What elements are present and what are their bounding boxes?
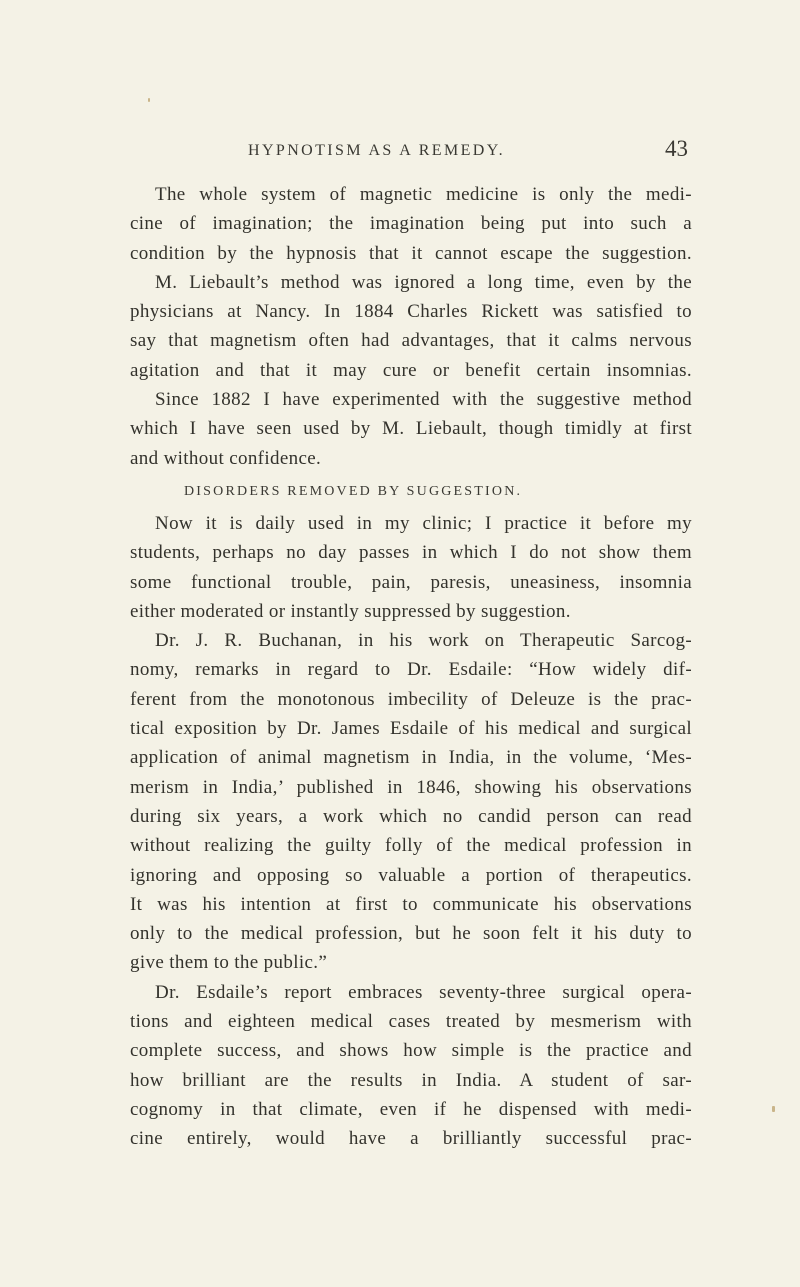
text-line: Since 1882 I have experimented with the suggestive method: [155, 389, 692, 411]
section-heading: DISORDERS REMOVED BY SUGGESTION.: [184, 483, 523, 499]
text-line: only to the medical profession, but he soon felt it his duty to: [130, 923, 692, 945]
text-line: complete success, and shows how simple is the practice and: [130, 1040, 692, 1062]
text-line: which I have seen used by M. Liebault, though timidly at first: [130, 418, 692, 440]
text-line: say that magnetism often had advantages, that it calms nervous: [130, 330, 692, 352]
text-line: ignoring and opposing so valuable a portion of therapeutics.: [130, 864, 692, 886]
text-line: Now it is daily used in my clinic; I practice it before my: [155, 512, 692, 534]
paragraph-2: [130, 509, 692, 626]
text-line: and without confidence.: [130, 447, 322, 469]
text-line: how brilliant are the results in India. A student of sar-: [130, 1069, 692, 1091]
text-line: ferent from the monotonous imbecility of Deleuze is the prac-: [130, 688, 692, 710]
page-number: 43: [665, 136, 688, 161]
text-line: cine of imagination; the imagination being put into such a: [130, 213, 692, 235]
paragraph-1: [130, 180, 692, 473]
text-line: application of animal magnetism in India, in the volume, ‘Mes-: [130, 747, 692, 769]
paper-speck: [148, 98, 150, 102]
text-line: Dr. Esdaile’s report embraces seventy-three surgical opera-: [155, 981, 692, 1003]
text-line: physicians at Nancy. In 1884 Charles Rickett was satisfied to: [130, 301, 692, 323]
text-line: merism in India,’ published in 1846, showing his observations: [130, 776, 692, 798]
paragraph-4: [130, 978, 692, 1154]
running-header: [248, 138, 688, 168]
text-line: The whole system of magnetic medicine is only the medi-: [155, 184, 692, 205]
running-title: HYPNOTISM AS A REMEDY.: [248, 142, 505, 159]
text-line: either moderated or instantly suppressed by suggestion.: [130, 600, 571, 622]
text-line: agitation and that it may cure or benefit certain insomnias.: [130, 359, 692, 381]
text-line: cognomy in that climate, even if he dispensed with medi-: [130, 1098, 692, 1120]
body-text: [130, 180, 692, 1154]
text-line: cine entirely, would have a brilliantly successful prac-: [130, 1128, 692, 1150]
paragraph-3: [130, 626, 692, 978]
text-line: M. Liebault’s method was ignored a long time, even by the: [155, 271, 692, 293]
text-line: tions and eighteen medical cases treated by mesmerism with: [130, 1011, 692, 1033]
text-line: give them to the public.”: [130, 952, 328, 974]
text-line: Dr. J. R. Buchanan, in his work on Therapeutic Sarcog-: [155, 630, 692, 652]
text-line: students, perhaps no day passes in which I do not show them: [130, 542, 692, 564]
text-line: some functional trouble, pain, paresis, uneasiness, insomnia: [130, 571, 692, 593]
paper-speck: [772, 1106, 775, 1112]
text-line: It was his intention at first to communicate his observations: [130, 893, 692, 915]
text-line: nomy, remarks in regard to Dr. Esdaile: “How widely dif-: [130, 659, 692, 681]
text-line: tical exposition by Dr. James Esdaile of his medical and surgical: [130, 718, 692, 740]
text-line: condition by the hypnosis that it cannot escape the suggestion.: [130, 242, 692, 264]
text-line: during six years, a work which no candid person can read: [130, 805, 692, 827]
text-line: without realizing the guilty folly of the medical profession in: [130, 835, 692, 857]
